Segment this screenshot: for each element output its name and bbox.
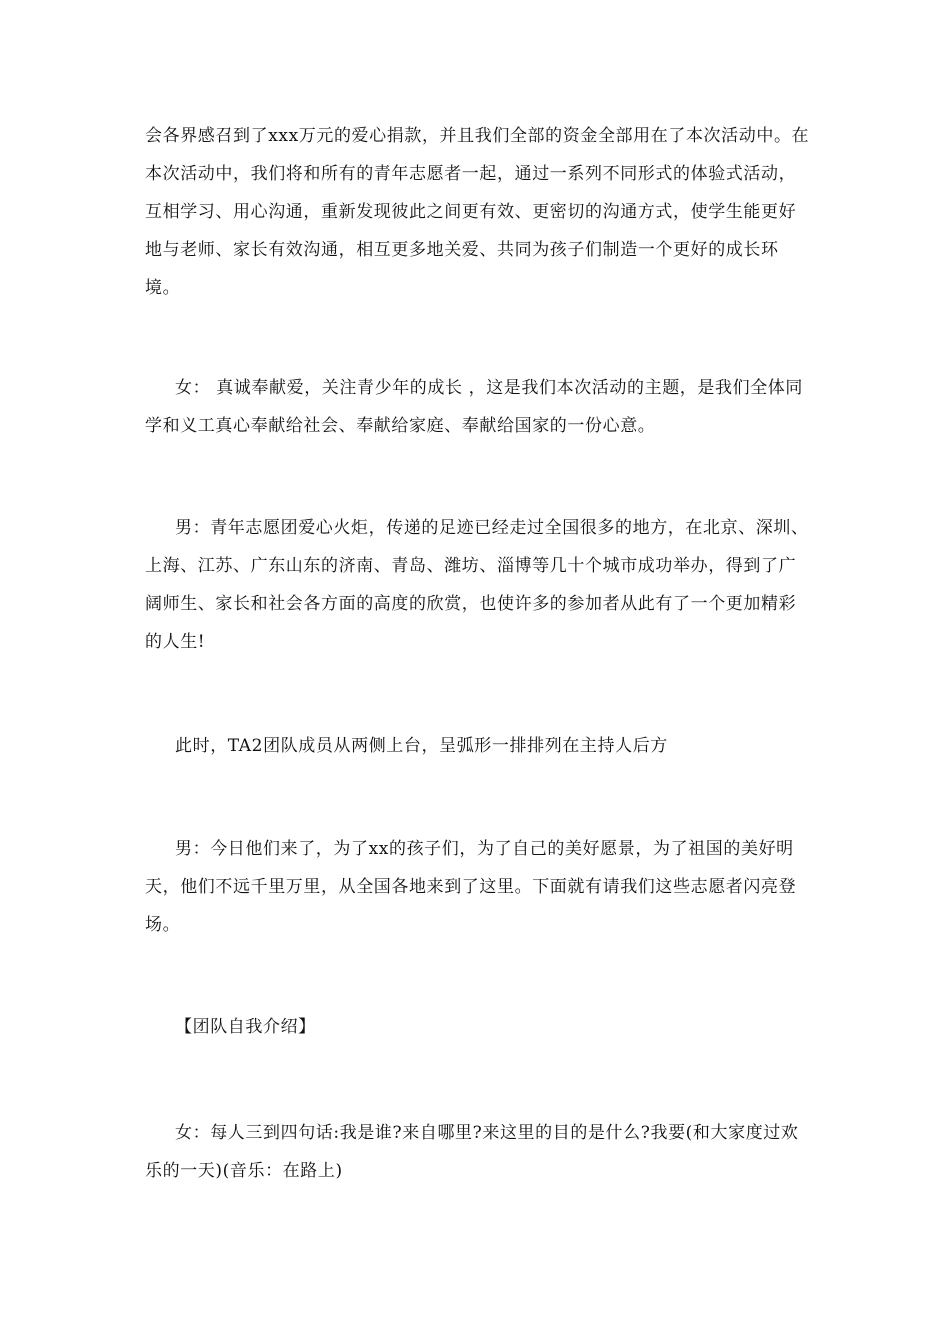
paragraph-stage-direction: 此时，TA2团队成员从两侧上台，呈弧形一排排列在主持人后方 [175, 736, 668, 756]
section-heading-team-intro: 【团队自我介绍】 [175, 1017, 316, 1037]
paragraph-female-instructions: 女：每人三到四句话:我是谁?来自哪里?来这里的目的是什么?我要(和大家度过欢乐的一天)(音乐：在路上) [145, 1123, 799, 1181]
paragraph-donation-summary: 会各界感召到了xxx万元的爱心捐款，并且我们全部的资金全部用在了本次活动中。在本次活动中，我们将和所有的青年志愿者一起，通过一系列不同形式的体验式活动，互相学习、用心沟通，重新发现彼此之间更有效、更密切的沟通方式，使学生能更好地与老师、家长有效沟通，相互更多地关爱、共同为孩子们制造一个更好的成长环境。 [145, 126, 810, 298]
paragraph-male-torch: 男：青年志愿团爱心火炬，传递的足迹已经走过全国很多的地方，在北京、深圳、上海、江苏、广东山东的济南、青岛、潍坊、淄博等几十个城市成功举办，得到了广阔师生、家长和社会各方面的高度的欣赏，也使许多的参加者从此有了一个更加精彩的人生! [145, 518, 809, 652]
paragraph-female-theme: 女： 真诚奉献爱，关注青少年的成长 ，这是我们本次活动的主题，是我们全体同学和义工真心奉献给社会、奉献给家庭、奉献给国家的一份心意。 [145, 378, 804, 436]
paragraph-male-welcome: 男：今日他们来了，为了xx的孩子们，为了自己的美好愿景，为了祖国的美好明天，他们不远千里万里，从全国各地来到了这里。下面就有请我们这些志愿者闪亮登场。 [145, 839, 797, 935]
